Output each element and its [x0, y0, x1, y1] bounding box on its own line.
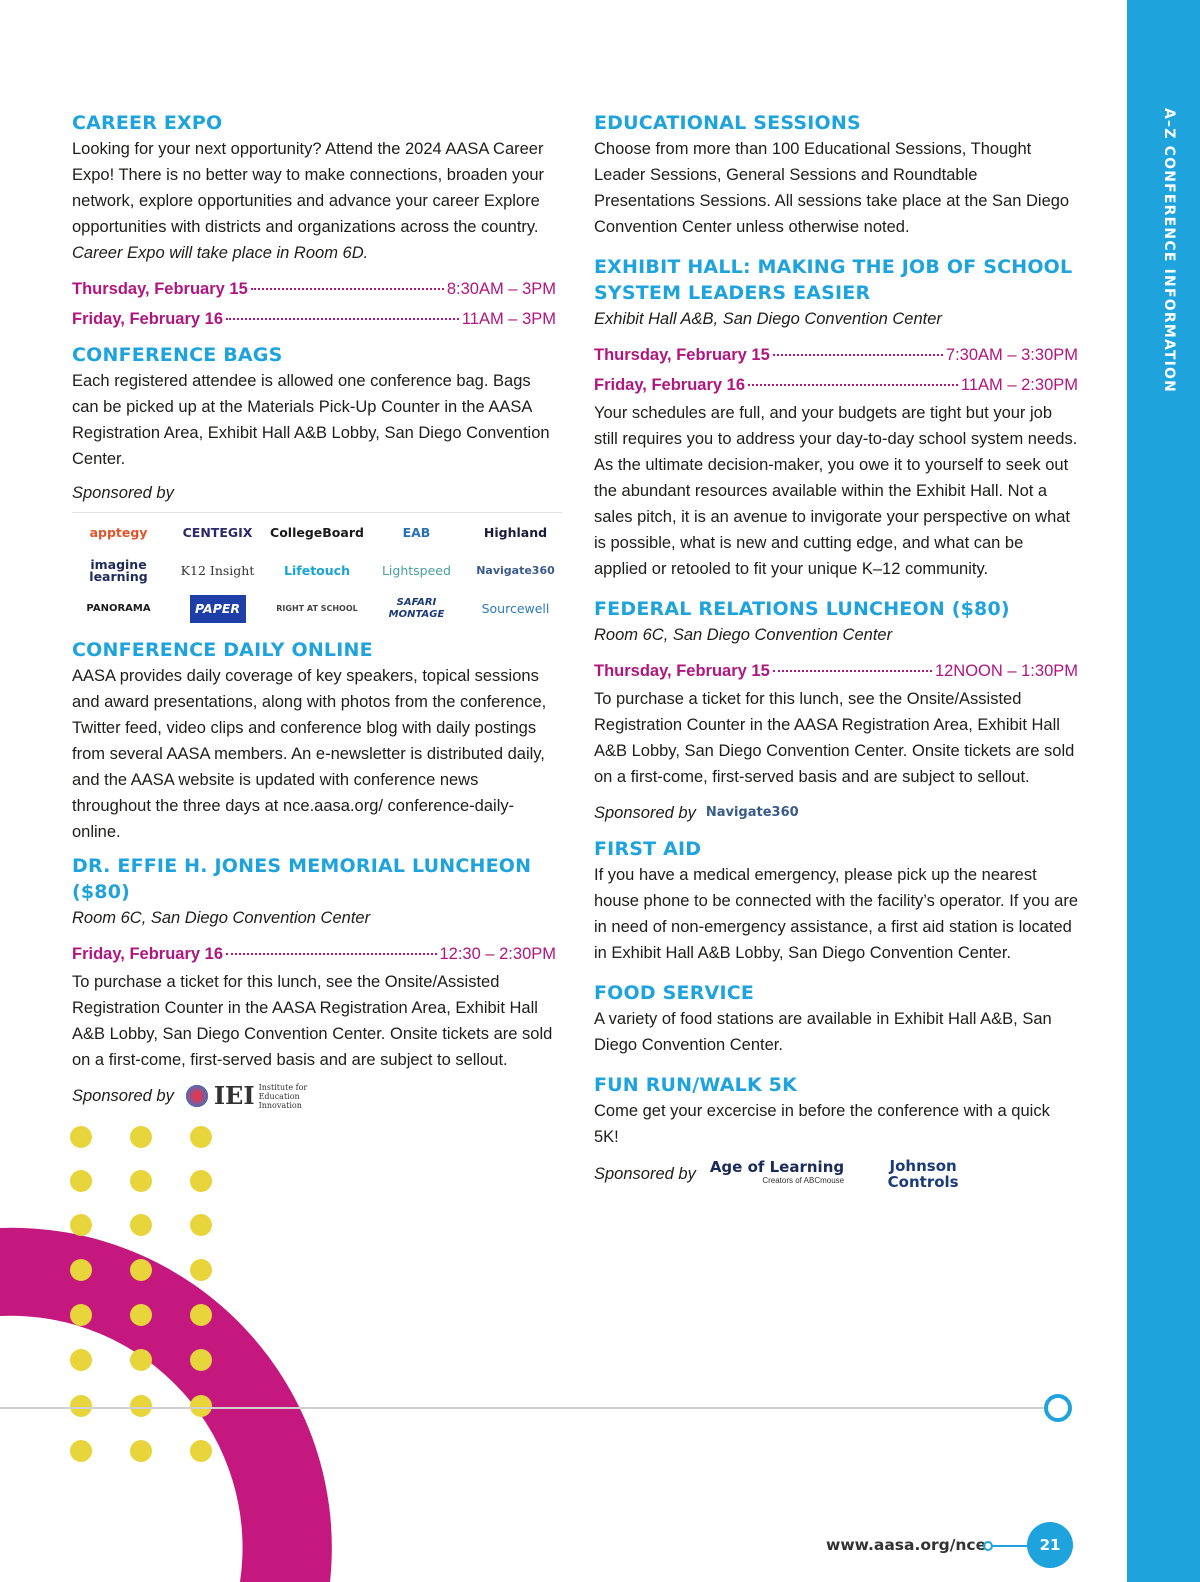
schedule-day: Thursday, February 15	[594, 346, 770, 364]
fun-run-section	[594, 1072, 1078, 1190]
schedule-row	[72, 274, 556, 304]
conference-bags-body: Each registered attendee is allowed one conference bag. Bags can be picked up at the Materials Pick-Up Counter in the AASA Registration Area, Exhibit Hall A&B Lobby, San Diego Convention Center.	[72, 372, 550, 468]
eab-logo: EAB	[402, 525, 431, 540]
schedule-day: Thursday, February 15	[594, 662, 770, 680]
federal-relations-section	[594, 596, 1078, 828]
footer-url: www.aasa.org/nce	[826, 1536, 987, 1554]
k12-insight-logo: K12 Insight	[180, 563, 255, 578]
daily-online-heading: CONFERENCE DAILY ONLINE	[72, 639, 373, 661]
iei-logo-text: IEI	[213, 1081, 255, 1110]
paper-logo: PAPER	[190, 595, 246, 623]
schedule-time: 11AM – 2:30PM	[960, 376, 1078, 394]
educational-sessions-body: Choose from more than 100 Educational Sessions, Thought Leader Sessions, General Sessions and Roundtable Presentations Sessions. All sessions take place at the San Diego Convention Center unless otherwise noted.	[594, 140, 1070, 236]
daily-online-body: AASA provides daily coverage of key speakers, topical sessions and award presentations, along with photos from the conference, Twitter feed, video clips and conference blog with daily postings from several AASA members. An e-newsletter is distributed daily, and the AASA website is updated with conference news throughout the three days at nce.aasa.org/ conference-daily-online.	[72, 667, 547, 841]
navigate360-logo: Navigate360	[705, 805, 799, 820]
effie-jones-heading: DR. EFFIE H. JONES MEMORIAL LUNCHEON ($80)	[72, 855, 532, 903]
effie-jones-sponsor-row	[72, 1081, 556, 1111]
sunburst-icon	[184, 1083, 210, 1109]
conference-bags-heading: CONFERENCE BAGS	[72, 344, 283, 366]
footer-ring-decoration	[983, 1541, 993, 1551]
schedule-row	[594, 370, 1078, 400]
fun-run-body: Come get your excercise in before the conference with a quick 5K!	[594, 1102, 1050, 1146]
effie-jones-section	[72, 853, 556, 1111]
sponsored-by-label: Sponsored by	[594, 1165, 696, 1183]
iei-logo-subtext: Institute for Education Innovation	[258, 1082, 308, 1110]
sponsor-logo-grid	[72, 512, 562, 623]
collegeboard-logo: CollegeBoard	[270, 525, 364, 540]
federal-relations-heading: FEDERAL RELATIONS LUNCHEON ($80)	[594, 598, 1010, 620]
page-number: 21	[1027, 1522, 1073, 1568]
career-expo-heading: CAREER EXPO	[72, 112, 223, 134]
fun-run-sponsor-row	[594, 1158, 1078, 1190]
schedule-time: 11AM – 3PM	[461, 310, 556, 328]
schedule-day: Friday, February 16	[72, 945, 224, 963]
federal-relations-body: To purchase a ticket for this lunch, see the Onsite/Assisted Registration Counter in the AASA Registration Area, Exhibit Hall A&B Lobby, San Diego Convention Center. Onsite tickets are sold on a first-come, first-served basis and are subject to sellout.	[594, 690, 1075, 786]
schedule-row	[72, 304, 556, 334]
effie-jones-body: To purchase a ticket for this lunch, see the Onsite/Assisted Registration Counter in the AASA Registration Area, Exhibit Hall A&B Lobby, San Diego Convention Center. Onsite tickets are sold on a first-come, first-served basis and are subject to sellout.	[72, 973, 553, 1069]
age-of-learning-logo-subtext: Creators of ABCmouse	[762, 1176, 845, 1185]
first-aid-body: If you have a medical emergency, please pick up the nearest house phone to be connected with the facility’s operator. If you are in need of non-emergency assistance, a first aid station is located in Exhibit Hall A&B Lobby, San Diego Convention Center.	[594, 866, 1079, 962]
fun-run-heading: FUN RUN/WALK 5K	[594, 1074, 798, 1096]
highland-logo: Highland	[483, 525, 548, 540]
ring-decoration	[1044, 1394, 1072, 1422]
johnson-controls-logo: Johnson Controls	[887, 1157, 959, 1191]
career-expo-section	[72, 110, 556, 334]
first-aid-section	[594, 836, 1078, 966]
schedule-row	[594, 656, 1078, 686]
food-service-body: A variety of food stations are available in Exhibit Hall A&B, San Diego Convention Center.	[594, 1010, 1052, 1054]
conference-bags-section	[72, 342, 556, 623]
career-expo-body: Looking for your next opportunity? Attend the 2024 AASA Career Expo! There is no better way to make connections, broaden your network, explore opportunities and advance your career Explore opportunities with districts and organizations across the country.	[72, 140, 545, 236]
exhibit-hall-location: Exhibit Hall A&B, San Diego Convention Center	[594, 310, 942, 328]
navigate360-logo: Navigate360	[476, 564, 555, 577]
effie-jones-location: Room 6C, San Diego Convention Center	[72, 909, 371, 927]
lifetouch-logo: Lifetouch	[284, 563, 350, 578]
schedule-day: Thursday, February 15	[72, 280, 248, 298]
footer-line-decoration	[993, 1545, 1029, 1547]
exhibit-hall-body: Your schedules are full, and your budgets are tight but your job still requires you to address your day-to-day school system needs. As the ultimate decision-maker, you owe it to yourself to seek out the abundant resources available within the Exhibit Hall. Not a sales pitch, it is an avenue to invigorate your perspective on what is possible, what is new and cutting edge, and what can be applied or retooled to fit your unique K–12 community.	[594, 404, 1078, 578]
magenta-arc-decoration	[0, 1210, 340, 1582]
sponsored-by-label: Sponsored by	[594, 804, 696, 822]
right-at-school-logo: RIGHT AT SCHOOL	[276, 604, 358, 613]
educational-sessions-section	[594, 110, 1078, 240]
schedule-day: Friday, February 16	[72, 310, 224, 328]
educational-sessions-heading: EDUCATIONAL SESSIONS	[594, 112, 861, 134]
schedule-row	[594, 340, 1078, 370]
safari-montage-logo: SAFARI MONTAGE	[388, 597, 445, 620]
exhibit-hall-section	[594, 254, 1078, 582]
sponsored-by-label: Sponsored by	[72, 484, 174, 502]
divider-line	[0, 1407, 1046, 1409]
age-of-learning-logo-text: Age of Learning	[709, 1158, 845, 1176]
federal-relations-sponsor-row	[594, 798, 1078, 828]
iei-logo	[184, 1081, 311, 1111]
food-service-section	[594, 980, 1078, 1058]
exhibit-hall-heading-line2: SYSTEM LEADERS EASIER	[594, 282, 871, 304]
first-aid-heading: FIRST AID	[594, 838, 702, 860]
schedule-row	[72, 939, 556, 969]
schedule-time: 12:30 – 2:30PM	[439, 945, 556, 963]
left-column	[72, 110, 556, 1111]
schedule-time: 12NOON – 1:30PM	[934, 662, 1078, 680]
schedule-time: 8:30AM – 3PM	[446, 280, 556, 298]
daily-online-section	[72, 637, 556, 845]
right-column	[594, 110, 1078, 1190]
sidebar-title: A–Z CONFERENCE INFORMATION	[1161, 108, 1177, 394]
exhibit-hall-heading-line1: EXHIBIT HALL: MAKING THE JOB OF SCHOOL	[594, 256, 1073, 278]
schedule-day: Friday, February 16	[594, 376, 746, 394]
centegix-logo: CENTEGIX	[182, 525, 253, 540]
age-of-learning-logo	[710, 1160, 844, 1188]
imagine-learning-logo: imagine learning	[89, 557, 148, 584]
apptegy-logo: apptegy	[89, 525, 148, 540]
panorama-logo: PANORAMA	[86, 603, 151, 614]
sponsored-by-label: Sponsored by	[72, 1087, 174, 1105]
federal-relations-location: Room 6C, San Diego Convention Center	[594, 626, 893, 644]
career-expo-note: Career Expo will take place in Room 6D.	[72, 244, 369, 262]
lightspeed-logo: Lightspeed	[381, 563, 451, 578]
sourcewell-logo: Sourcewell	[481, 601, 550, 616]
schedule-time: 7:30AM – 3:30PM	[945, 346, 1078, 364]
food-service-heading: FOOD SERVICE	[594, 982, 755, 1004]
